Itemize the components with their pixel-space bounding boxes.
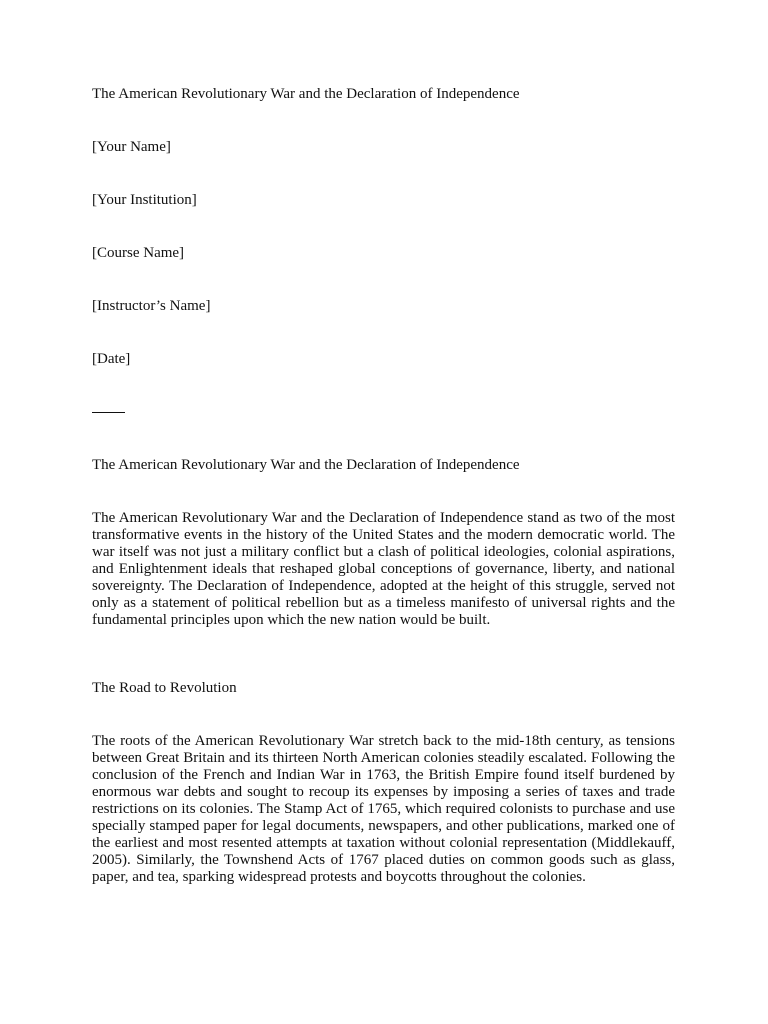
course-name: [Course Name] <box>92 245 185 261</box>
author-institution: [Your Institution] <box>92 192 197 208</box>
section-divider <box>92 412 125 413</box>
instructor-name: [Instructor’s Name] <box>92 298 211 314</box>
section-paragraph: The roots of the American Revolutionary War stretch back to the mid-18th century, as tensions between Great Britain and its thirteen North American colonies steadily escalated. Following the conclusion of the French and Indian War in 1763, the British Empire found itself burdened by enormous war debts and sought to recoup its expenses by imposing a series of taxes and trade restrictions on its colonies. The Stamp Act of 1765, which required colonists to purchase and use specially stamped paper for legal documents, newspapers, and other publications, marked one of the earliest and most resented attempts at taxation without colonial representation (Middlekauff, 2005). Similarly, the Townshend Acts of 1767 placed duties on common goods such as glass, paper, and tea, sparking widespread protests and boycotts throughout the colonies. <box>92 733 675 885</box>
body-heading: The American Revolutionary War and the Declaration of Independence <box>92 457 520 473</box>
submission-date: [Date] <box>92 351 131 367</box>
author-name: [Your Name] <box>92 139 171 155</box>
intro-paragraph: The American Revolutionary War and the Declaration of Independence stand as two of the most transformative events in the history of the United States and the modern democratic world. The war itself was not just a military conflict but a clash of political ideologies, colonial aspirations, and Enlightenment ideals that reshaped global conceptions of governance, liberty, and national sovereignty. The Declaration of Independence, adopted at the height of this struggle, served not only as a statement of political rebellion but as a timeless manifesto of universal rights and the fundamental principles upon which the new nation would be built. <box>92 510 675 628</box>
section-heading: The Road to Revolution <box>92 680 237 696</box>
document-title: The American Revolutionary War and the Declaration of Independence <box>92 86 520 102</box>
